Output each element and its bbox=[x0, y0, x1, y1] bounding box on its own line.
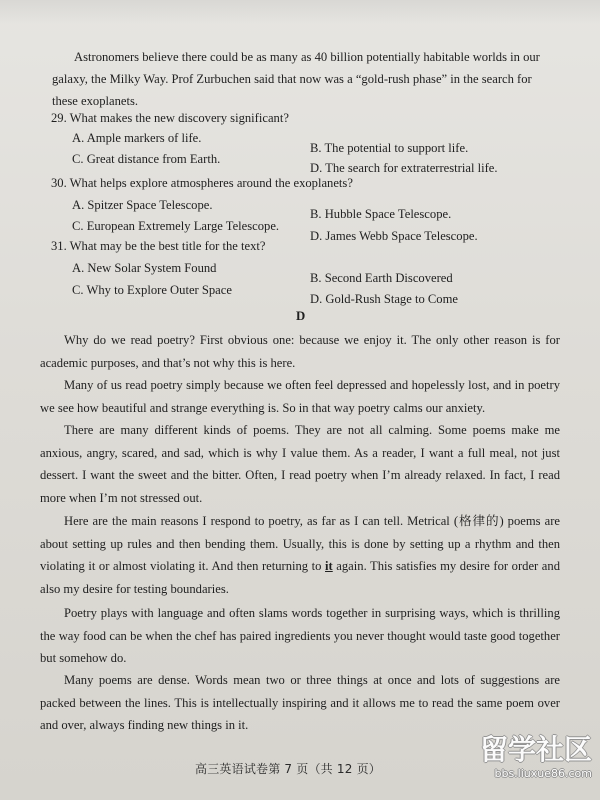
question-29-option-c: C. Great distance from Earth. bbox=[72, 152, 221, 166]
paragraph-4-after: again. This satisfies my desire for order and also my desire for testing boundaries. bbox=[40, 559, 560, 596]
question-29-option-d: D. The search for extraterrestrial life. bbox=[310, 161, 498, 175]
question-30-option-b: B. Hubble Space Telescope. bbox=[310, 207, 452, 221]
question-31-option-b: B. Second Earth Discovered bbox=[310, 271, 453, 285]
question-30-option-a: A. Spitzer Space Telescope. bbox=[72, 198, 213, 212]
question-30: 30. What helps explore atmospheres around the exoplanets? bbox=[51, 176, 353, 190]
watermark-title: 留学社区 bbox=[479, 733, 592, 766]
watermark bbox=[442, 734, 592, 794]
question-31: 31. What may be the best title for the text? bbox=[51, 239, 266, 253]
passage-d-paragraph-6: Many poems are dense. Words mean two or three things at once and lots of suggestions are packed between the lines. This is intellectually inspiring and it allows me to read the same poem over and over, always finding new things in it. bbox=[40, 673, 560, 732]
question-30-option-c: C. European Extremely Large Telescope. bbox=[72, 219, 280, 233]
intro-line-3: these exoplanets. bbox=[52, 94, 139, 108]
intro-line-2: galaxy, the Milky Way. Prof Zurbuchen said that now was a “gold-rush phase” in the search for bbox=[52, 72, 532, 86]
passage-d-paragraph-5: Poetry plays with language and often slams words together in surprising ways, which is thrilling the way food can be when the chef has paired ingredients you never thought would taste good together but somehow do. bbox=[40, 606, 560, 665]
underlined-it: it bbox=[325, 559, 333, 573]
question-31-option-d: D. Gold-Rush Stage to Come bbox=[310, 292, 458, 306]
watermark-url: bbs.liuxue86.com bbox=[494, 767, 592, 780]
question-31-option-a: A. New Solar System Found bbox=[72, 261, 217, 275]
passage-d-paragraph-2: Many of us read poetry simply because we often feel depressed and hopelessly lost, and in poetry we see how beautiful and strange everything is. So in that way poetry calms our anxiety. bbox=[40, 378, 560, 415]
passage-d-paragraph-3: There are many different kinds of poems. They are not all calming. Some poems make me anxious, angry, scared, and sad, which is why I value them. As a reader, I want a full meal, not just dessert. I want the sweet and the bitter. Often, I read poetry when I’m already relaxed. In fact, I read more when I’m not stressed out. bbox=[40, 423, 560, 505]
question-30-option-d: D. James Webb Space Telescope. bbox=[310, 229, 478, 243]
intro-line-1: Astronomers believe there could be as many as 40 billion potentially habitable worlds in our bbox=[74, 50, 540, 64]
footer-text: 高三英语试卷第 7 页（共 12 页） bbox=[195, 762, 381, 776]
question-29-option-a: A. Ample markers of life. bbox=[72, 131, 202, 145]
question-31-option-c: C. Why to Explore Outer Space bbox=[72, 283, 232, 297]
section-d-label: D bbox=[296, 309, 306, 323]
passage-d-paragraph-1: Why do we read poetry? First obvious one: because we enjoy it. The only other reason is for academic purposes, and that’s not why this is here. bbox=[40, 333, 560, 370]
question-29-option-b: B. The potential to support life. bbox=[310, 141, 469, 155]
question-29: 29. What makes the new discovery significant? bbox=[51, 111, 289, 125]
passage-d-paragraph-4 bbox=[40, 510, 560, 600]
paragraph-4-before: Here are the main reasons I respond to poetry, as far as I can tell. Metrical (格律的) poems are about setting up rules and then bending them. Usually, this is done by setting up a rhythm and then violating it or almost violating it. And then returning to bbox=[40, 514, 560, 573]
